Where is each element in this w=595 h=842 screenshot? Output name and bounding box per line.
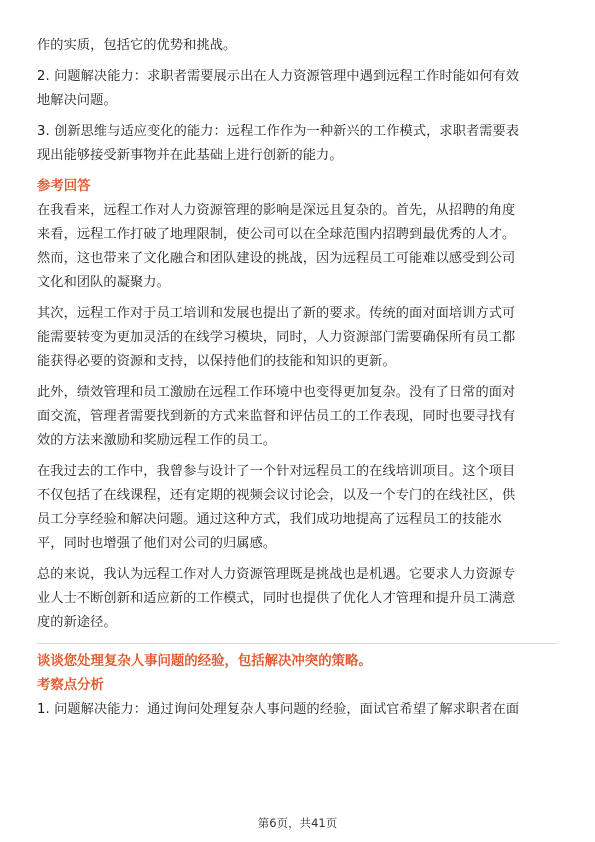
page-footer: 第6页，共41页 [257,816,338,830]
intro-line: 2. 问题解决能力：求职者需要展示出在人力资源管理中遇到远程工作时能如何有效 [37,69,520,84]
answer-line: 面交流，管理者需要找到新的方式来监督和评估员工的工作表现，同时也要寻找有 [37,409,516,424]
analysis-heading: 考察点分析 [37,678,104,693]
intro-line: 现出能够接受新事物并在此基础上进行创新的能力。 [37,148,343,163]
intro-line: 3. 创新思维与适应变化的能力：远程工作作为一种新兴的工作模式，求职者需要表 [37,124,520,139]
answer-paragraph [37,381,557,453]
answer-line: 总的来说，我认为远程工作对人力资源管理既是挑战也是机遇。它要求人力资源专 [37,567,516,582]
answer-paragraph [37,563,557,635]
answer-line: 不仅包括了在线课程，还有定期的视频会议讨论会，以及一个专门的在线社区，供 [37,488,516,503]
answer-line: 平，同时也增强了他们对公司的归属感。 [37,536,277,551]
answer-line: 效的方法来激励和奖励远程工作的员工。 [37,433,277,448]
answer-paragraph [37,302,557,374]
answer-paragraph [37,460,557,556]
intro-section [37,34,557,168]
answer-line: 能获得必要的资源和支持，以保持他们的技能和知识的更新。 [37,354,396,369]
intro-line: 地解决问题。 [37,93,117,108]
answer-line: 在我过去的工作中，我曾参与设计了一个针对远程员工的在线培训项目。这个项目 [37,464,516,479]
answer-line: 能需要转变为更加灵活的在线学习模块，同时，人力资源部门需要确保所有员工都 [37,330,516,345]
answer-line: 员工分享经验和解决问题。通过这种方式，我们成功地提高了远程员工的技能水 [37,512,503,527]
answer-line: 此外，绩效管理和员工激励在远程工作环境中也变得更加复杂。没有了日常的面对 [37,385,516,400]
analysis-line: 1. 问题解决能力：通过询问处理复杂人事问题的经验，面试官希望了解求职者在面 [37,702,520,717]
answer-line: 文化和团队的凝聚力。 [37,275,170,290]
answer-line: 在我看来，远程工作对人力资源管理的影响是深远且复杂的。首先，从招聘的角度 [37,203,516,218]
answer-line: 业人士不断创新和适应新的工作模式，同时也提供了优化人才管理和提升员工满意 [37,591,516,606]
answer-line: 其次，远程工作对于员工培训和发展也提出了新的要求。传统的面对面培训方式可 [37,306,516,321]
section-divider [37,643,557,644]
answer-heading: 参考回答 [37,179,91,194]
intro-line: 作的实质，包括它的优势和挑战。 [37,38,237,53]
answer-line: 度的新途径。 [37,615,117,630]
answer-paragraph [37,199,557,295]
question-heading: 谈谈您处理复杂人事问题的经验，包括解决冲突的策略。 [37,654,372,669]
answer-line: 来看，远程工作打破了地理限制，使公司可以在全球范围内招聘到最优秀的人才。 [37,227,516,242]
answer-line: 然而，这也带来了文化融合和团队建设的挑战，因为远程员工可能难以感受到公司 [37,251,516,266]
document-page [37,34,557,722]
